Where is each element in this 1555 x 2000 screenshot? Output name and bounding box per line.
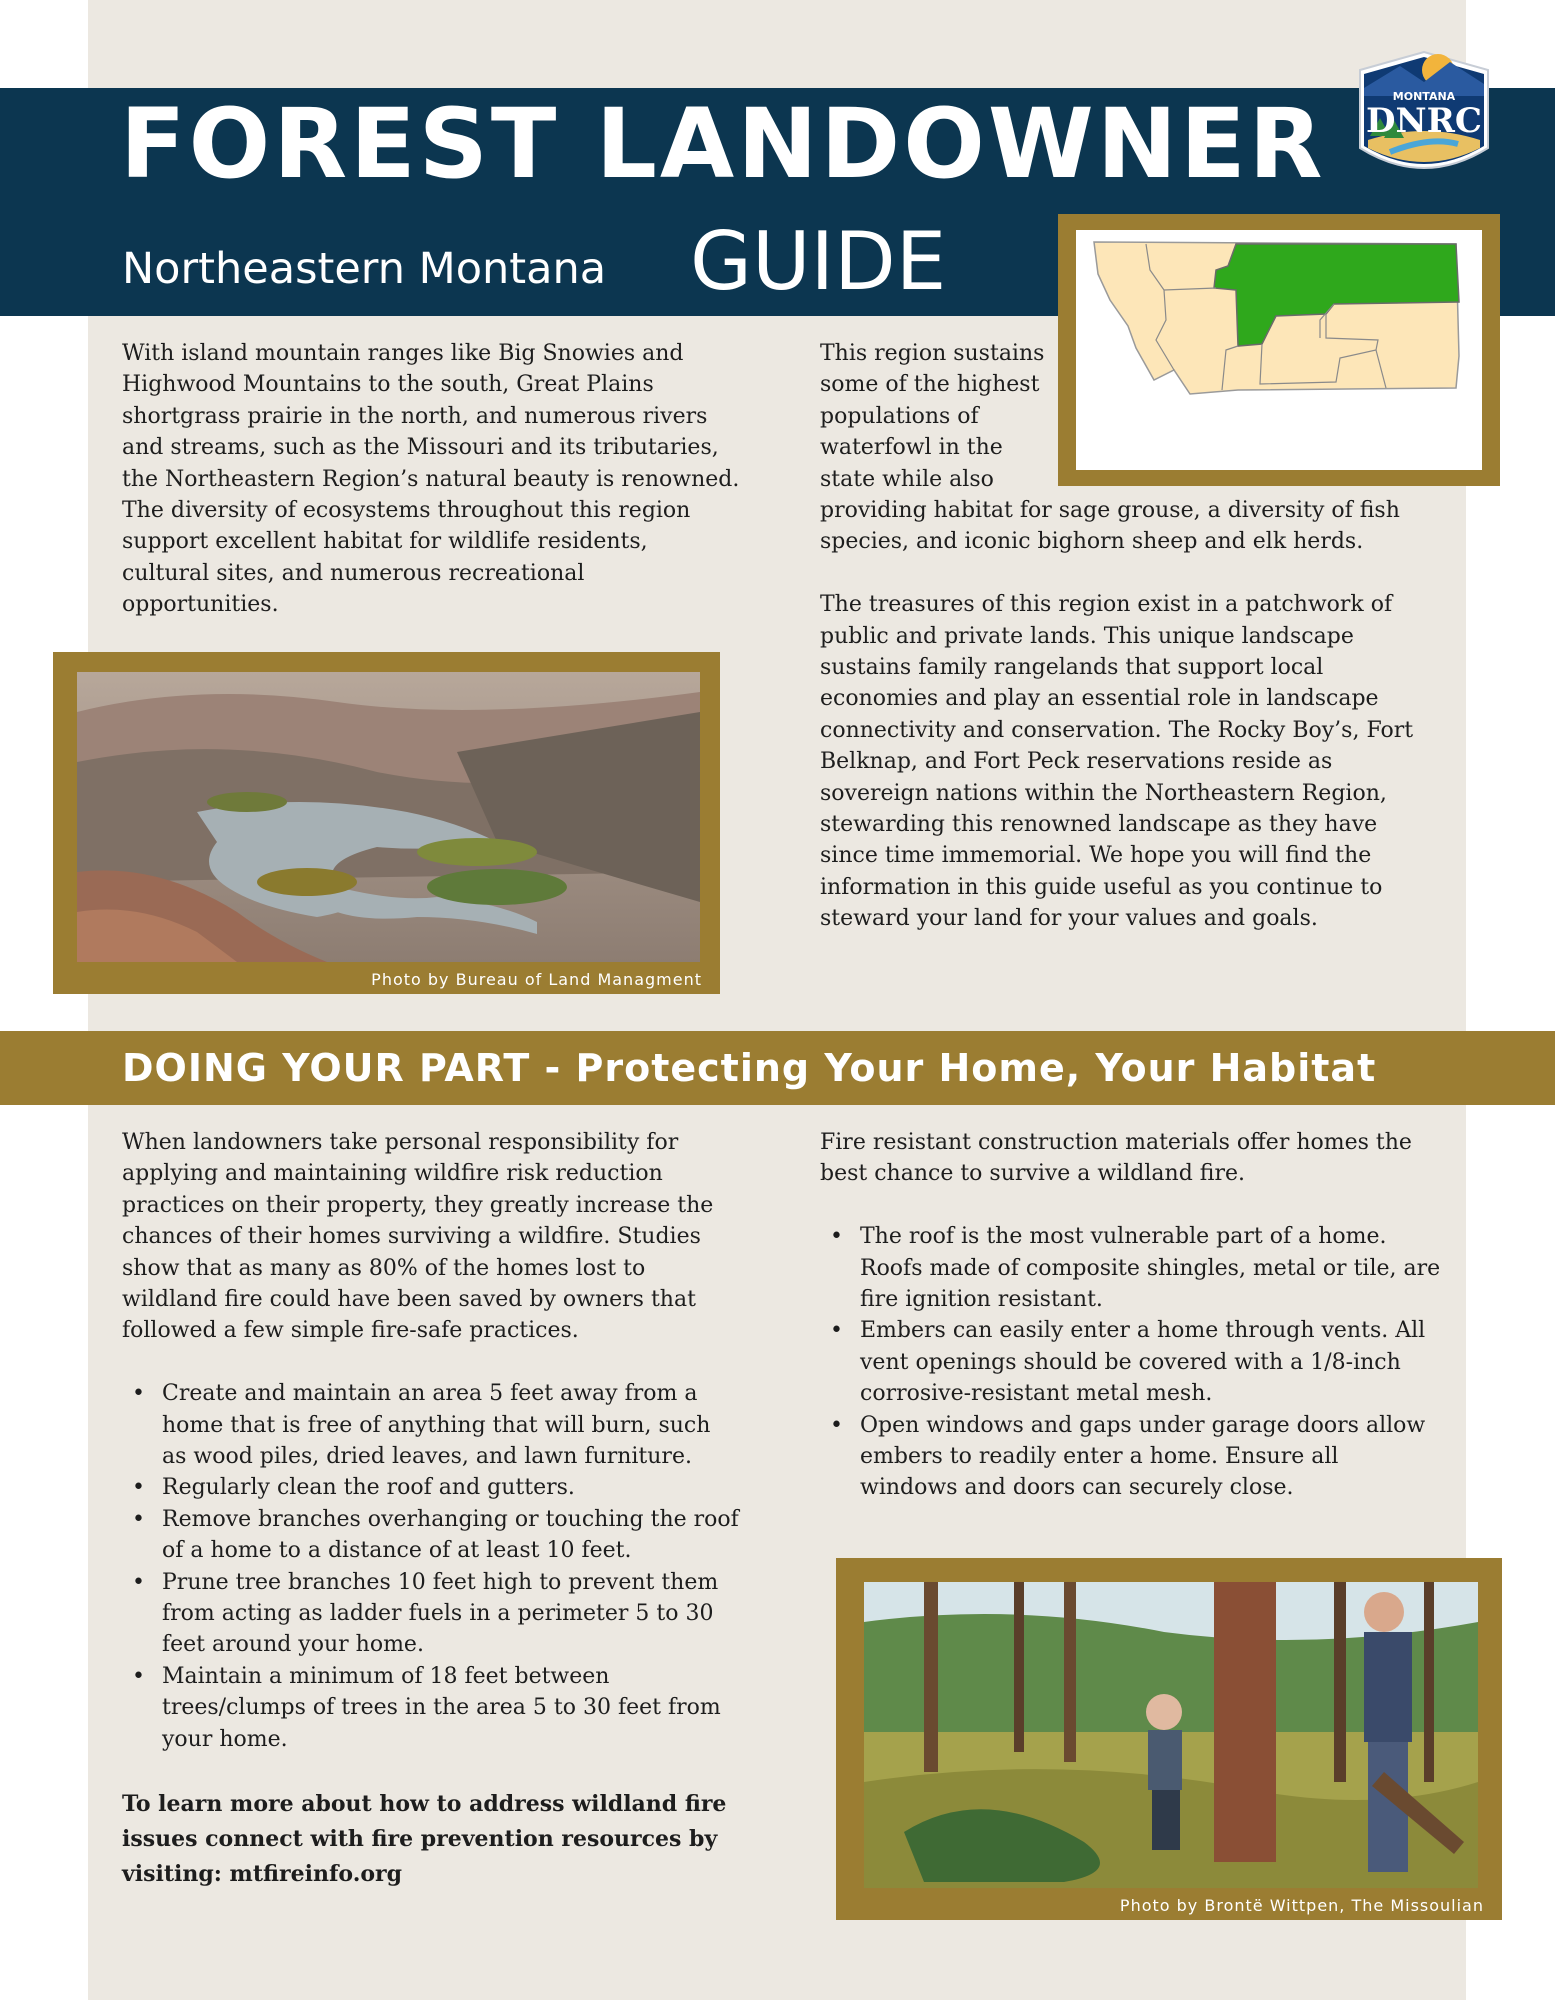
text-line: wildland fire could have been saved by owners that [122,1287,696,1313]
text-line: followed a few simple fire-safe practices. [122,1318,579,1344]
construction-materials-list [820,1221,1440,1504]
list-item [820,1315,1440,1409]
text-line: • Prune tree branches 10 feet high to prevent them [162,1569,719,1595]
list-item [122,1661,739,1755]
learn-more-note [122,1787,739,1892]
text-line: show that as many as 80% of the homes lost to [122,1255,646,1281]
forest-photo [864,1582,1478,1888]
text-line: economies and play an essential role in landscape [820,686,1379,712]
text-line: Belknap, and Fort Peck reservations reside as [820,749,1333,775]
text-line: shortgrass prairie in the north, and numerous rivers [122,403,708,429]
forest-photo-frame [836,1558,1502,1920]
text-line: support excellent habitat for wildlife residents, [122,529,648,555]
section-left-text [122,1127,739,1892]
text-line: the Northeastern Region’s natural beauty is renowned. [122,466,740,492]
photo-caption: Photo by Brontë Wittpen, The Missoulian [1119,1896,1484,1915]
text-line: from acting as ladder fuels in a perimeter 5 to 30 [162,1601,714,1627]
text-line: Roofs made of composite shingles, metal or tile, are [860,1255,1441,1281]
text-line: state while also [820,466,994,492]
text-line: Fire resistant construction materials offer homes the [820,1130,1412,1155]
river-photo-frame [53,652,720,994]
paragraph-spacer [820,1190,1440,1221]
section-right-text [820,1127,1440,1504]
river-photo [77,672,700,962]
logo-main-text: DNRC [1366,101,1482,141]
text-line: visiting: mtfireinfo.org [122,1860,402,1887]
text-line: windows and doors can securely close. [860,1475,1294,1501]
text-line: as wood piles, dried leaves, and lawn furniture. [162,1444,692,1470]
text-line: opportunities. [122,592,279,618]
text-line: of a home to a distance of at least 10 feet. [162,1538,632,1564]
text-line: chances of their homes surviving a wildfire. Studies [122,1224,701,1250]
paragraph-spacer [820,558,1413,589]
text-line: cultural sites, and numerous recreational [122,560,585,586]
text-line: stewarding this renowned landscape as they have [820,812,1378,838]
text-line: sustains family rangelands that support local [820,655,1324,681]
text-line: • Regularly clean the roof and gutters. [162,1475,575,1501]
photo-caption: Photo by Bureau of Land Managment [371,970,702,989]
text-line: To learn more about how to address wildland fire [122,1790,727,1817]
dnrc-logo [1350,48,1498,188]
text-line: some of the highest [820,372,1040,398]
text-line: sovereign nations within the Northeastern Region, [820,780,1387,806]
list-item [122,1567,739,1661]
text-line: Highwood Mountains to the south, Great Plains [122,372,654,398]
text-line: • Embers can easily enter a home through vents. All [860,1318,1426,1344]
list-item [122,1378,739,1472]
text-line: The diversity of ecosystems throughout this region [122,498,691,524]
text-line: information in this guide useful as you continue to [820,874,1383,900]
text-line: since time immemorial. We hope you will find the [820,843,1372,869]
fire-safe-practices-list [122,1378,739,1755]
text-line: public and private lands. This unique landscape [820,623,1354,649]
text-line: • The roof is the most vulnerable part of a home. [860,1224,1387,1250]
text-line: • Open windows and gaps under garage doors allow [860,1412,1426,1438]
page-title: FOREST LANDOWNER [120,88,1326,200]
text-line: corrosive-resistant metal mesh. [860,1381,1213,1407]
list-item [820,1221,1440,1315]
text-line: This region sustains [820,341,1045,366]
text-line: The treasures of this region exist in a patchwork of [820,592,1393,618]
paragraph-spacer [122,1755,739,1786]
logo-top-text: MONTANA [1392,90,1456,103]
intro-left-text [122,338,739,621]
list-item [122,1472,739,1503]
paragraph-spacer [122,1347,739,1378]
text-line: practices on their property, they greatly increase the [122,1192,714,1218]
text-line: waterfowl in the [820,435,1003,461]
text-line: applying and maintaining wildfire risk reduction [122,1161,663,1187]
text-line: and streams, such as the Missouri and its tributaries, [122,435,719,461]
list-item [122,1504,739,1567]
text-line: populations of [820,403,979,429]
text-line: best chance to survive a wildland fire. [820,1161,1245,1187]
page-subtitle: Northeastern Montana [122,244,607,294]
text-line: home that is free of anything that will burn, such [162,1412,711,1438]
text-line: your home. [162,1726,288,1752]
text-line: • Maintain a minimum of 18 feet between [162,1663,610,1689]
text-line: trees/clumps of trees in the area 5 to 30 feet from [162,1695,721,1721]
text-line: issues connect with fire prevention resources by [122,1825,718,1852]
text-line: connectivity and conservation. The Rocky Boy’s, Fort [820,717,1414,743]
text-line: steward your land for your values and goals. [820,906,1318,932]
text-line: fire ignition resistant. [860,1287,1103,1313]
text-line: embers to readily enter a home. Ensure all [860,1444,1339,1470]
page-subtitle-emphasis: GUIDE [690,215,947,308]
section-title: DOING YOUR PART - Protecting Your Home, Your Habitat [122,1046,1377,1090]
text-line: vent openings should be covered with a 1/8-inch [860,1349,1401,1375]
text-line: With island mountain ranges like Big Snowies and [122,341,684,366]
list-item [820,1410,1440,1504]
intro-right-text [820,338,1413,935]
text-line: • Create and maintain an area 5 feet away from a [162,1381,698,1407]
text-line: • Remove branches overhanging or touching the roof [162,1506,739,1532]
text-line: feet around your home. [162,1632,424,1658]
text-line: providing habitat for sage grouse, a diversity of fish [820,498,1400,524]
text-line: When landowners take personal responsibility for [122,1130,679,1155]
text-line: species, and iconic bighorn sheep and elk herds. [820,529,1364,555]
